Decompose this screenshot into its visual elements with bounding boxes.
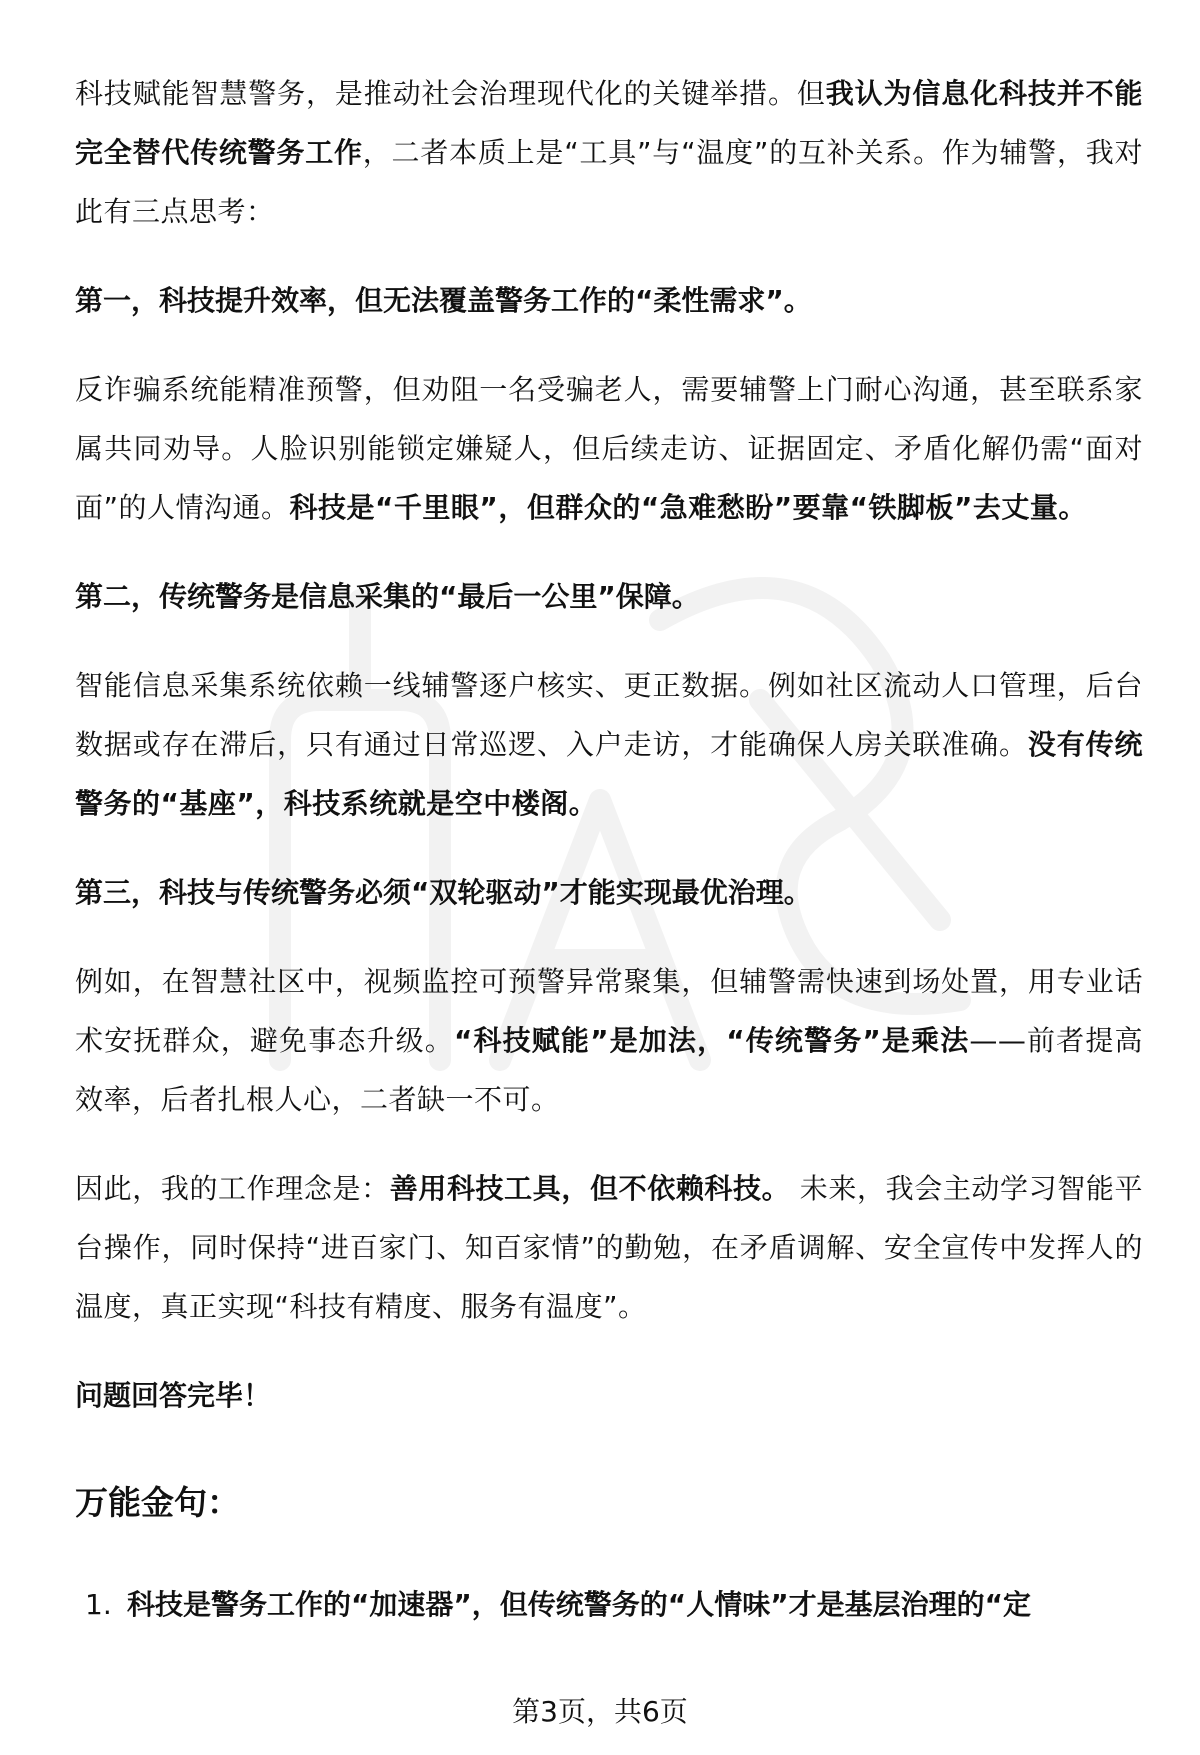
document-body	[75, 64, 1143, 1634]
intro-paragraph	[75, 64, 1143, 241]
intro-text-1: 科技赋能智慧警务，是推动社会治理现代化的关键举措。但	[75, 77, 826, 110]
list-item	[75, 1575, 1143, 1634]
point2-heading: 第二，传统警务是信息采集的“最后一公里”保障。	[75, 580, 700, 613]
point3-paragraph	[75, 952, 1143, 1129]
point1-heading: 第一，科技提升效率，但无法覆盖警务工作的“柔性需求”。	[75, 284, 812, 317]
conclusion-emphasis: 善用科技工具，但不依赖科技。	[389, 1172, 791, 1205]
point1-text: 反诈骗系统能精准预警，但劝阻一名受骗老人，需要辅警上门耐心沟通，甚至联系家属共同劝导。人脸识别能锁定嫌疑人，但后续走访、证据固定、矛盾化解仍需“面对面”的人情沟通。	[75, 373, 1143, 524]
list-item-text: 科技是警务工作的“加速器”，但传统警务的“人情味”才是基层治理的“定	[127, 1588, 1032, 1621]
point1-paragraph	[75, 360, 1143, 537]
point2-emphasis: 没有传统警务的“基座”，科技系统就是空中楼阁。	[75, 728, 1143, 820]
point3-text-2: ——前者提高效率，后者扎根人心，二者缺一不可。	[75, 1024, 1143, 1116]
conclusion-text-1: 因此，我的工作理念是：	[75, 1172, 390, 1205]
point3-emphasis: “科技赋能”是加法，“传统警务”是乘法	[453, 1024, 970, 1057]
point3-text-1: 例如，在智慧社区中，视频监控可预警异常聚集，但辅警需快速到场处置，用专业话术安抚群众，避免事态升级。	[75, 965, 1143, 1057]
list-item-number: 1.	[85, 1588, 112, 1621]
intro-thesis: 我认为信息化科技并不能完全替代传统警务工作	[75, 77, 1143, 169]
page-number: 第3页，共6页	[0, 1692, 1200, 1732]
conclusion-text-2: 未来，我会主动学习智能平台操作，同时保持“进百家门、知百家情”的勤勉，在矛盾调解、安全宣传中发挥人的温度，真正实现“科技有精度、服务有温度”。	[75, 1172, 1143, 1323]
golden-list	[75, 1575, 1143, 1634]
conclusion-paragraph	[75, 1159, 1143, 1336]
golden-section-title: 万能金句：	[75, 1483, 240, 1522]
intro-text-2: ，二者本质上是“工具”与“温度”的互补关系。作为辅警，我对此有三点思考：	[75, 136, 1143, 228]
point1-emphasis: 科技是“千里眼”，但群众的“急难愁盼”要靠“铁脚板”去丈量。	[289, 491, 1087, 524]
closing-statement: 问题回答完毕！	[75, 1379, 272, 1412]
point3-heading: 第三，科技与传统警务必须“双轮驱动”才能实现最优治理。	[75, 876, 812, 909]
point2-paragraph	[75, 656, 1143, 833]
point2-text: 智能信息采集系统依赖一线辅警逐户核实、更正数据。例如社区流动人口管理，后台数据或存在滞后，只有通过日常巡逻、入户走访，才能确保人房关联准确。	[75, 669, 1143, 761]
